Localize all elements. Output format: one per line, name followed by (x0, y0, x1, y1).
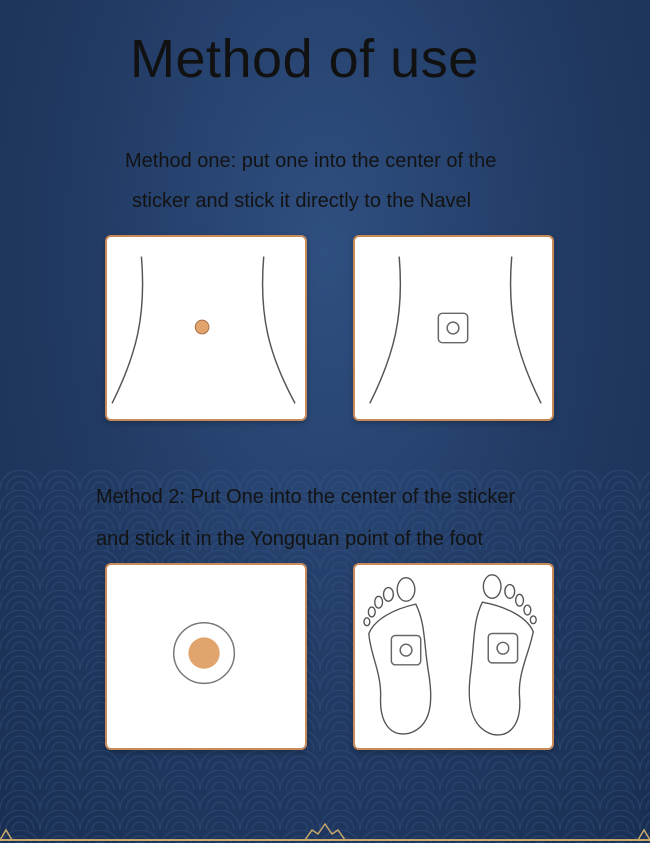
right-foot-sticker (488, 634, 517, 663)
method-two-text-line-1: Method 2: Put One into the center of the sticker (96, 486, 516, 508)
feet-with-stickers-illustration (355, 565, 552, 748)
belly-with-navel-illustration (107, 237, 305, 419)
left-foot-sticker (391, 635, 420, 664)
navel-illustration-panel (105, 235, 307, 421)
patch-center-dot (188, 637, 219, 668)
patch-illustration-panel (105, 563, 307, 750)
method-two-text-line-2: and stick it in the Yongquan point of the foot (96, 528, 483, 550)
navel-dot (195, 320, 209, 334)
method-one-text-line-2: sticker and stick it directly to the Navel (132, 190, 472, 212)
belly-with-sticker-illustration (355, 237, 552, 419)
page-title: Method of use (130, 29, 479, 89)
navel-sticker-panel (353, 235, 554, 421)
patch-circle-illustration (107, 565, 305, 748)
method-one-text-line-1: Method one: put one into the center of the (125, 150, 497, 172)
feet-illustration-panel (353, 563, 554, 750)
bottom-ornament-border (0, 818, 650, 843)
sticker-square (438, 313, 467, 342)
